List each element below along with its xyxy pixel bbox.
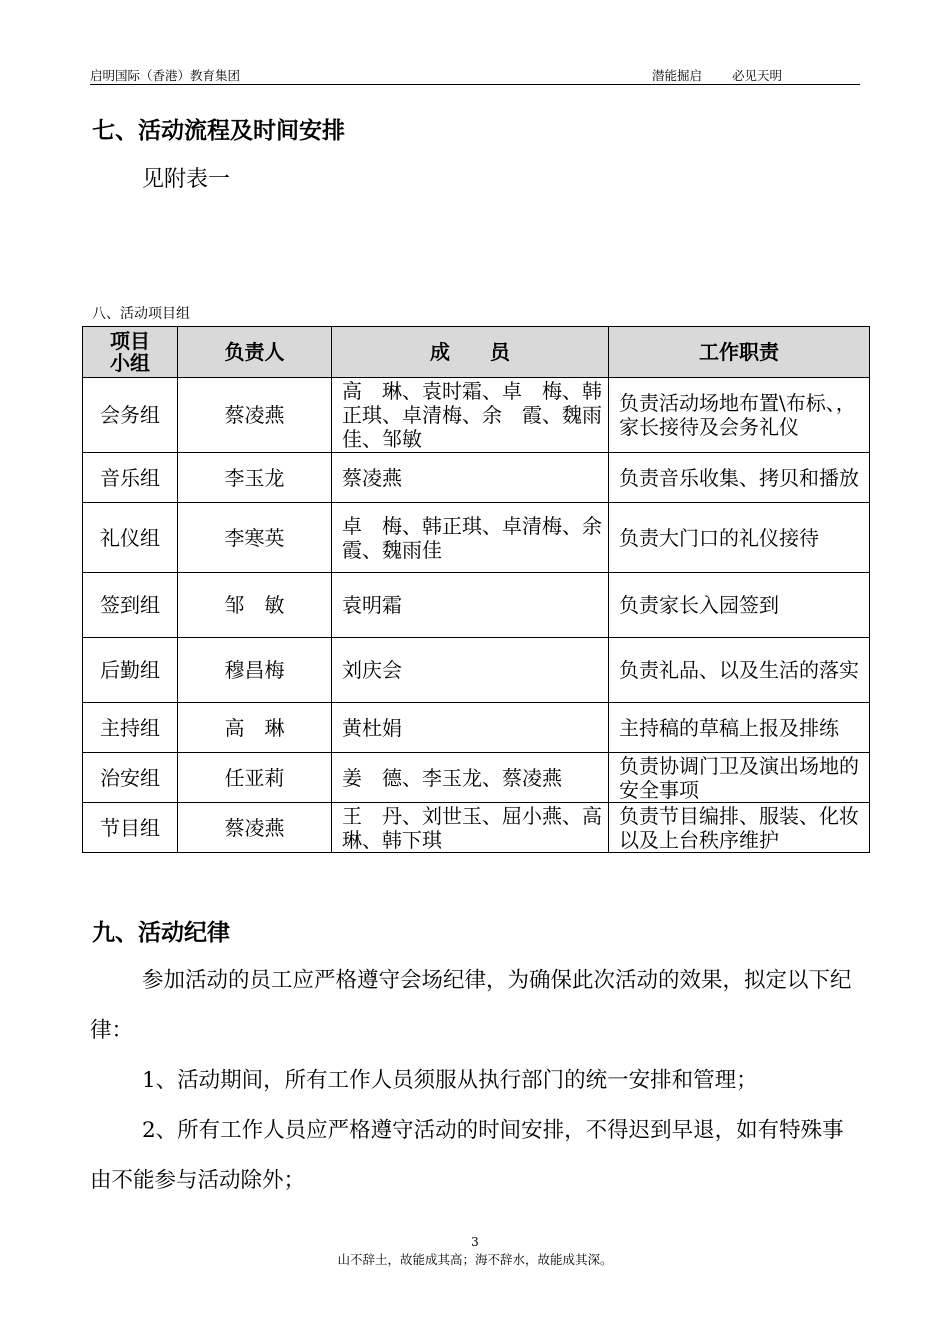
section9-body [90,956,860,1206]
header-duty: 工作职责 [609,327,870,378]
cell-duty: 负责家长入园签到 [609,573,870,638]
cell-members: 蔡凌燕 [332,453,609,503]
header-group: 项目 小组 [83,327,178,378]
section9-item-1: 1、活动期间，所有工作人员须服从执行部门的统一安排和管理； [142,1068,758,1093]
header-slogan-1: 潜能掘启 [652,68,703,83]
cell-members: 姜 德、李玉龙、蔡凌燕 [332,753,609,803]
table-row [83,573,870,638]
cell-duty: 负责节目编排、服装、化妆以及上台秩序维护 [609,803,870,853]
cell-group: 治安组 [83,753,178,803]
cell-leader: 蔡凌燕 [178,803,332,853]
table-row [83,453,870,503]
cell-duty: 负责音乐收集、拷贝和播放 [609,453,870,503]
cell-duty: 主持稿的草稿上报及排练 [609,703,870,753]
cell-group: 签到组 [83,573,178,638]
table-row [83,753,870,803]
cell-members: 袁明霜 [332,573,609,638]
cell-members: 高 琳、袁时霜、卓 梅、韩正琪、卓清梅、余 霞、魏雨佳、邹敏 [332,378,609,453]
header-slogan [652,66,782,84]
header-leader: 负责人 [178,327,332,378]
cell-group: 会务组 [83,378,178,453]
cell-members: 王 丹、刘世玉、屈小燕、高 琳、韩下琪 [332,803,609,853]
cell-group: 后勤组 [83,638,178,703]
project-group-table [82,326,870,853]
cell-leader: 穆昌梅 [178,638,332,703]
section9-item-2: 2、所有工作人员应严格遵守活动的时间安排，不得迟到早退，如有特殊事由不能参与活动除外； [90,1118,844,1193]
cell-leader: 李玉龙 [178,453,332,503]
cell-group: 节目组 [83,803,178,853]
cell-group: 主持组 [83,703,178,753]
header-org: 启明国际（香港）教育集团 [90,68,241,83]
header-slogan-2: 必见天明 [732,68,783,83]
table-row [83,703,870,753]
cell-members: 刘庆会 [332,638,609,703]
cell-duty: 负责大门口的礼仪接待 [609,503,870,573]
table-row [83,378,870,453]
footer-motto: 山不辞土，故能成其高；海不辞水，故能成其深。 [337,1252,613,1267]
cell-leader: 高 琳 [178,703,332,753]
cell-members: 黄杜娟 [332,703,609,753]
table-row [83,503,870,573]
table-row [83,803,870,853]
cell-duty: 负责活动场地布置\布标、，家长接待及会务礼仪 [609,378,870,453]
page-header [90,64,860,85]
cell-leader: 邹 敏 [178,573,332,638]
section9-intro: 参加活动的员工应严格遵守会场纪律，为确保此次活动的效果，拟定以下纪律： [90,968,852,1043]
table-row [83,638,870,703]
cell-members: 卓 梅、韩正琪、卓清梅、余 霞、魏雨佳 [332,503,609,573]
page-number: 3 [471,1235,479,1249]
table-caption: 八、活动项目组 [92,306,190,322]
cell-duty: 负责协调门卫及演出场地的安全事项 [609,753,870,803]
section9-title: 九、活动纪律 [92,919,230,946]
cell-leader: 李寒英 [178,503,332,573]
cell-leader: 蔡凌燕 [178,378,332,453]
cell-group: 音乐组 [83,453,178,503]
section7-title: 七、活动流程及时间安排 [92,117,345,144]
section7-body: 见附表一 [142,167,231,192]
cell-group: 礼仪组 [83,503,178,573]
header-members: 成 员 [332,327,609,378]
cell-duty: 负责礼品、以及生活的落实 [609,638,870,703]
table-header-row [83,327,870,378]
cell-leader: 任亚莉 [178,753,332,803]
